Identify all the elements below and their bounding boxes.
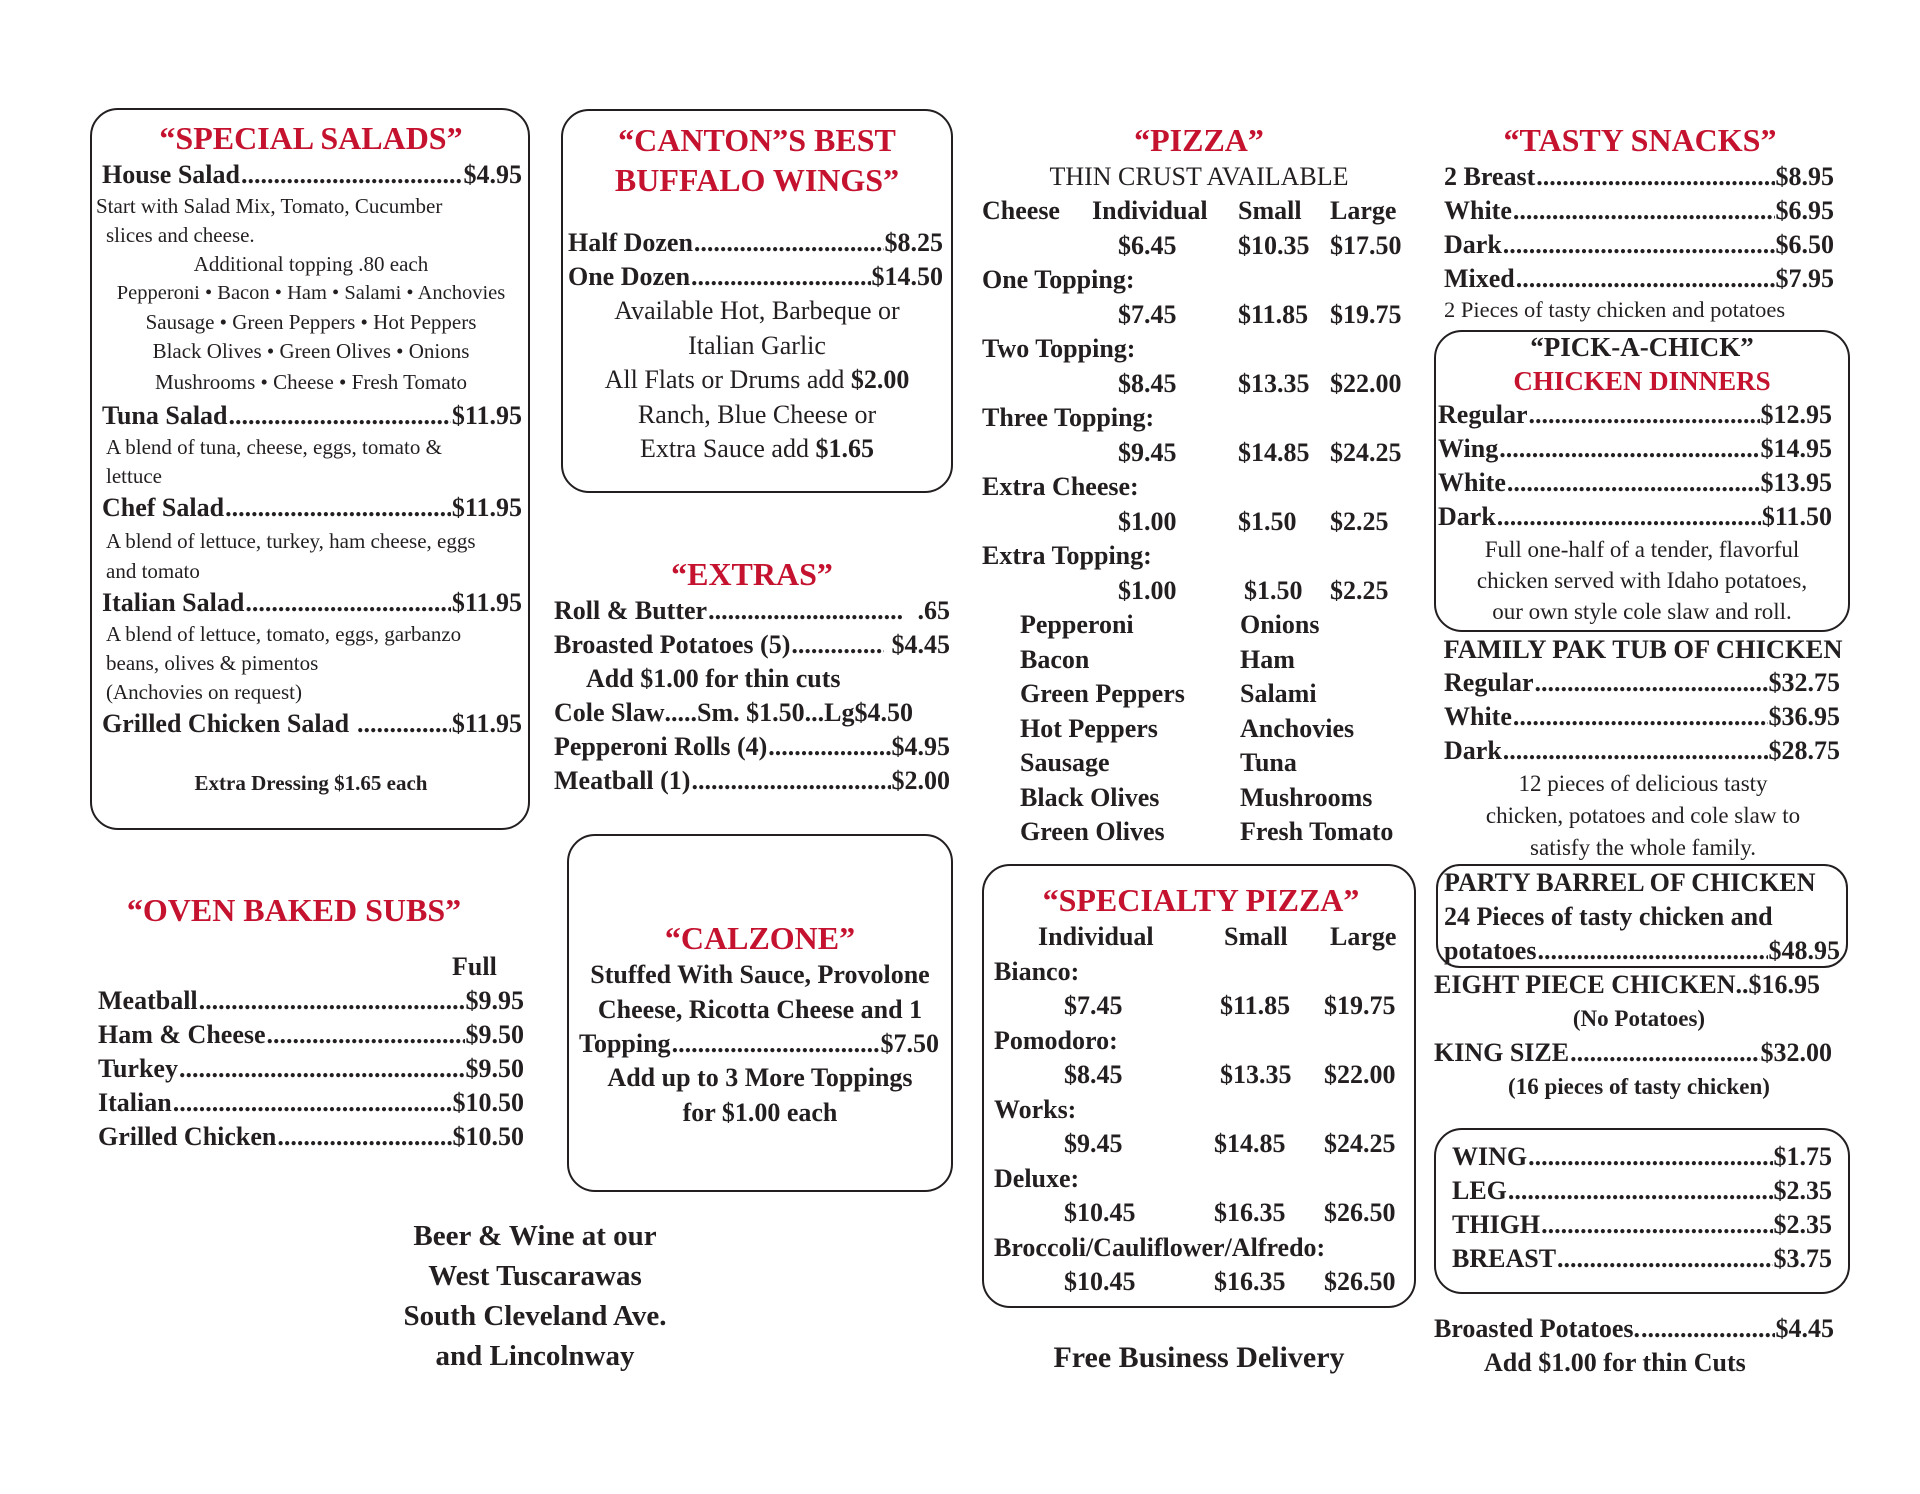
pizza-price: $9.45 [1118, 437, 1177, 467]
calzone-section [571, 918, 949, 1130]
item-price: $3.75 [1773, 1244, 1832, 1273]
family-desc: 12 pieces of delicious tasty [1518, 771, 1768, 796]
pizza-row-name: Three Topping: [982, 403, 1155, 432]
item-price: $48.95 [1768, 936, 1840, 965]
specialty-price: $8.45 [1064, 1060, 1123, 1089]
topping-item: Fresh Tomato [1240, 817, 1394, 846]
chef-salad-desc-2: and tomato [106, 559, 200, 583]
party-barrel-title: PARTY BARREL OF CHICKEN [1444, 868, 1816, 897]
item-name: 2 Breast [1444, 162, 1536, 191]
item-name: Broasted Potatoes (5) [554, 630, 791, 659]
turkey-sub-item [98, 1052, 524, 1086]
pizza-col-small: Small [1238, 196, 1302, 225]
item-name: THIGH [1452, 1210, 1541, 1239]
dinner-item [1438, 466, 1832, 500]
beer-wine-line: West Tuscarawas [428, 1260, 642, 1292]
topping-item: Onions [1240, 610, 1320, 639]
specialty-pizza-section [994, 880, 1408, 1300]
family-pak-section [1436, 632, 1850, 864]
pizza-row-name: Extra Cheese: [982, 472, 1139, 501]
eight-piece-item: EIGHT PIECE CHICKEN .. $16.95 [1434, 968, 1844, 1002]
large-price: Lg$4.50 [824, 698, 913, 727]
specialty-price: $10.45 [1064, 1198, 1136, 1227]
item-name: Regular [1444, 668, 1534, 697]
specialty-price: $14.85 [1214, 1129, 1286, 1158]
pizza-price: $10.35 [1238, 230, 1310, 260]
italian-salad-desc: A blend of lettuce, tomato, eggs, garbanzo [106, 622, 462, 646]
wings-title-line-1: “CANTON”S BEST [618, 122, 896, 158]
specialty-price: $24.25 [1324, 1129, 1396, 1158]
item-name: House Salad [102, 160, 240, 189]
pizza-toppings-list [982, 608, 1416, 850]
extras-title: “EXTRAS” [671, 556, 833, 592]
pizza-price: $14.85 [1238, 437, 1310, 467]
grilled-chicken-sub-item [98, 1120, 524, 1154]
family-desc: satisfy the whole family. [1530, 835, 1756, 860]
party-barrel-price [1444, 934, 1840, 968]
calzone-note: Add up to 3 More Toppings [607, 1063, 913, 1092]
house-salad-desc: Start with Salad Mix, Tomato, Cucumber [96, 194, 443, 218]
item-name: Tuna Salad [102, 401, 228, 430]
item-name: One Dozen [568, 262, 691, 291]
item-price: $10.50 [452, 1088, 524, 1117]
specialty-price: $13.35 [1220, 1060, 1292, 1089]
item-name: EIGHT PIECE CHICKEN [1434, 970, 1736, 999]
item-price: $9.50 [465, 1054, 524, 1083]
toppings-line: Sausage • Green Peppers • Hot Peppers [145, 310, 477, 334]
item-price: $36.95 [1768, 702, 1840, 731]
subs-title: “OVEN BAKED SUBS” [126, 892, 462, 928]
specialty-price: $9.45 [1064, 1129, 1123, 1158]
specialty-col-individual: Individual [1038, 922, 1154, 951]
snack-item [1444, 160, 1834, 194]
calzone-note: for $1.00 each [682, 1097, 838, 1127]
snack-item [1444, 228, 1834, 262]
item-price: $4.95 [891, 732, 950, 761]
chef-salad-item [102, 491, 522, 525]
item-price: $2.35 [1773, 1210, 1832, 1239]
bottom-potatoes-section [1434, 1312, 1834, 1380]
item-name: White [1444, 196, 1512, 225]
item-price: $16.95 [1748, 970, 1820, 999]
small-price: Sm. $1.50 [697, 698, 805, 727]
item-price: $4.45 [891, 630, 950, 659]
italian-sub-item [98, 1086, 524, 1120]
pizza-price-table [982, 194, 1416, 608]
king-size-item [1434, 1036, 1832, 1070]
topping-item: Tuna [1240, 748, 1297, 777]
half-dozen-item [568, 226, 943, 260]
item-price: $14.95 [1760, 434, 1832, 463]
buffalo-wings-section [565, 120, 949, 467]
bottom-thin-cuts-note: Add $1.00 for thin Cuts [1484, 1348, 1746, 1377]
item-name: Dark [1444, 230, 1502, 259]
pizza-price: $19.75 [1330, 299, 1402, 329]
item-name: Dark [1438, 502, 1496, 531]
item-name: Broasted Potatoes. [1434, 1314, 1641, 1343]
toppings-line: Mushrooms • Cheese • Fresh Tomato [154, 370, 468, 394]
family-pak-item [1444, 700, 1840, 734]
italian-salad-desc-3: (Anchovies on request) [106, 680, 302, 704]
specialty-pizza-title: “SPECIALTY PIZZA” [1042, 882, 1360, 918]
specialty-price: $16.35 [1214, 1198, 1286, 1227]
specialty-col-small: Small [1224, 922, 1288, 951]
family-pak-item [1444, 666, 1840, 700]
house-salad-item [102, 158, 522, 192]
topping-item: Anchovies [1240, 713, 1355, 743]
wings-note: Ranch, Blue Cheese or [637, 399, 877, 429]
pizza-price: $22.00 [1330, 368, 1402, 398]
specialty-row-name: Pomodoro: [994, 1025, 1118, 1055]
one-dozen-item [568, 260, 943, 294]
item-price: $7.50 [880, 1029, 939, 1058]
topping-item: Ham [1240, 644, 1295, 674]
specialty-price: $26.50 [1324, 1267, 1396, 1296]
specialty-price-table [994, 920, 1408, 1300]
pizza-price: $13.35 [1238, 368, 1310, 398]
specialty-price: $11.85 [1220, 991, 1291, 1020]
roll-butter-item [554, 594, 950, 628]
item-name: Italian Salad [102, 588, 245, 617]
special-salads-title: “SPECIAL SALADS” [159, 120, 463, 156]
pizza-price: $1.00 [1118, 506, 1177, 536]
pizza-price: $1.50 [1238, 506, 1297, 536]
beer-wine-section [340, 1216, 730, 1376]
specialty-row-name: Broccoli/Cauliflower/Alfredo: [994, 1232, 1326, 1262]
item-name: Roll & Butter [554, 596, 708, 625]
note-price: $1.65 [815, 434, 874, 463]
wings-sauce-note [565, 432, 949, 467]
item-price: $11.95 [451, 588, 522, 617]
broasted-potatoes-item [554, 628, 950, 662]
item-price: $28.75 [1768, 736, 1840, 765]
specialty-col-large: Large [1330, 922, 1397, 951]
calzone-title: “CALZONE” [664, 920, 856, 956]
item-price: $11.95 [451, 401, 522, 430]
pizza-price: $17.50 [1330, 230, 1402, 260]
item-price: $6.50 [1775, 230, 1834, 259]
item-name: Mixed [1444, 264, 1515, 293]
specialty-price: $10.45 [1064, 1267, 1136, 1296]
wings-note: Italian Garlic [688, 330, 826, 360]
note-text: All Flats or Drums add [604, 365, 845, 394]
pizza-price: $8.45 [1118, 368, 1177, 398]
item-name: potatoes [1444, 936, 1537, 965]
specialty-price: $19.75 [1324, 991, 1396, 1020]
pizza-section [982, 120, 1416, 850]
item-name: Grilled Chicken Salad [102, 709, 350, 738]
specialty-row-name: Bianco: [994, 956, 1080, 986]
grilled-chicken-salad-item [102, 707, 522, 741]
item-price: .65 [917, 596, 950, 625]
topping-item: Hot Peppers [1020, 713, 1158, 743]
item-name: Grilled Chicken [98, 1122, 277, 1151]
specialty-price: $7.45 [1064, 991, 1123, 1020]
item-name: Wing [1438, 434, 1499, 463]
pizza-col-large: Large [1330, 196, 1397, 225]
chef-salad-desc: A blend of lettuce, turkey, ham cheese, eggs [106, 529, 476, 553]
chicken-dinners-section [1438, 330, 1846, 627]
item-price: $32.75 [1768, 668, 1840, 697]
item-name: Dark [1444, 736, 1502, 765]
wings-note: Available Hot, Barbeque or [614, 296, 900, 325]
dinners-title-line-2: CHICKEN DINNERS [1513, 366, 1771, 396]
toppings-line: Black Olives • Green Olives • Onions [152, 339, 470, 363]
pizza-price: $6.45 [1118, 230, 1177, 260]
item-price: $8.25 [884, 228, 943, 257]
specialty-price: $16.35 [1214, 1267, 1286, 1296]
pizza-col-individual: Individual [1092, 196, 1208, 225]
item-price: $11.50 [1761, 502, 1832, 531]
eight-king-section [1434, 968, 1844, 1104]
dinner-item [1438, 398, 1832, 432]
tasty-snacks-section [1440, 120, 1840, 324]
king-size-note: (16 pieces of tasty chicken) [1508, 1074, 1770, 1099]
item-name: Pepperoni Rolls (4) [554, 732, 768, 761]
topping-item: Salami [1240, 679, 1317, 708]
item-price: $9.50 [465, 1020, 524, 1049]
item-name: White [1438, 468, 1506, 497]
item-name: Topping [579, 1029, 671, 1058]
item-price: $9.95 [465, 986, 524, 1015]
item-price: $2.35 [1773, 1176, 1832, 1205]
note-price: $2.00 [850, 365, 910, 394]
family-desc: chicken, potatoes and cole slaw to [1485, 803, 1801, 828]
pizza-price: $7.45 [1118, 299, 1177, 329]
beer-wine-line: South Cleveland Ave. [403, 1300, 667, 1332]
pizza-price: $1.00 [1118, 575, 1177, 605]
specialty-row-name: Deluxe: [994, 1163, 1080, 1193]
pizza-row-name: Cheese [982, 196, 1060, 225]
snacks-note: 2 Pieces of tasty chicken and potatoes [1444, 297, 1786, 322]
tuna-salad-desc: A blend of tuna, cheese, eggs, tomato & [106, 435, 442, 459]
piece-item [1452, 1174, 1832, 1208]
item-price: $11.95 [451, 709, 522, 738]
item-name: BREAST [1452, 1244, 1557, 1273]
topping-item: Green Olives [1020, 817, 1165, 846]
item-name: Turkey [98, 1054, 178, 1083]
item-price: $32.00 [1760, 1038, 1832, 1067]
note-text: Extra Sauce add [640, 434, 809, 463]
wings-title-line-2: BUFFALO WINGS” [614, 162, 900, 198]
item-price: $10.50 [452, 1122, 524, 1151]
dinner-item [1438, 432, 1832, 466]
oven-baked-subs-section [98, 890, 530, 1154]
topping-item: Green Peppers [1020, 679, 1185, 708]
item-price: $7.95 [1775, 264, 1834, 293]
beer-wine-line: and Lincolnway [435, 1340, 635, 1372]
item-price: $2.00 [891, 766, 950, 795]
topping-item: Mushrooms [1240, 782, 1373, 812]
pizza-price: $2.25 [1330, 506, 1389, 536]
item-name: Regular [1438, 400, 1528, 429]
item-name: KING SIZE [1434, 1038, 1570, 1067]
item-name: White [1444, 702, 1512, 731]
topping-item: Bacon [1020, 644, 1090, 674]
item-price: $12.95 [1760, 400, 1832, 429]
eight-piece-note: (No Potatoes) [1572, 1006, 1706, 1031]
topping-item: Sausage [1020, 748, 1110, 777]
calzone-desc: Cheese, Ricotta Cheese and 1 [597, 994, 923, 1024]
calzone-desc: Stuffed With Sauce, Provolone [590, 960, 930, 989]
subs-full-header: Full [452, 952, 497, 981]
item-price: $4.45 [1775, 1314, 1834, 1343]
dinners-desc: Full one-half of a tender, flavorful [1484, 537, 1800, 562]
item-name: Italian [98, 1088, 172, 1117]
house-salad-desc-2: slices and cheese. [106, 223, 255, 247]
item-name: Meatball (1) [554, 766, 691, 795]
item-price: $4.95 [463, 160, 522, 189]
pizza-price: $11.85 [1238, 299, 1309, 329]
specialty-price: $22.00 [1324, 1060, 1396, 1089]
party-barrel-section [1444, 866, 1840, 968]
topping-item: Pepperoni [1020, 610, 1134, 639]
cole-slaw-item: Cole Slaw ..... Sm. $1.50 ... Lg$4.50 [554, 696, 950, 730]
item-price: $6.95 [1775, 196, 1834, 225]
specialty-row-name: Works: [994, 1094, 1077, 1124]
piece-item [1452, 1208, 1832, 1242]
dinners-desc: our own style cole slaw and roll. [1492, 599, 1792, 624]
dinners-desc: chicken served with Idaho potatoes, [1476, 568, 1808, 593]
family-pak-title: FAMILY PAK TUB OF CHICKEN [1443, 634, 1843, 664]
meatball-sub-item [98, 984, 524, 1018]
extras-section [554, 554, 950, 798]
item-price: $11.95 [451, 493, 522, 522]
calzone-topping-price [579, 1027, 939, 1061]
wings-flats-note [565, 363, 949, 398]
pizza-row-name: One Topping: [982, 265, 1135, 294]
item-name: LEG [1452, 1176, 1507, 1205]
dinner-item [1438, 500, 1832, 534]
family-pak-item [1444, 734, 1840, 768]
specialty-price: $26.50 [1324, 1198, 1396, 1227]
pizza-row-name: Two Topping: [982, 334, 1136, 363]
pizza-price: $24.25 [1330, 437, 1402, 467]
thin-cuts-note: Add $1.00 for thin cuts [586, 664, 841, 693]
item-name: Half Dozen [568, 228, 693, 257]
snack-item [1444, 262, 1834, 296]
pizza-title: “PIZZA” [1134, 122, 1264, 158]
beer-wine-line: Beer & Wine at our [413, 1220, 657, 1252]
italian-salad-desc-2: beans, olives & pimentos [106, 651, 319, 675]
item-price: $14.50 [871, 262, 943, 291]
item-name: Meatball [98, 986, 198, 1015]
pizza-row-name: Extra Topping: [982, 541, 1152, 570]
thin-crust-note: THIN CRUST AVAILABLE [1049, 162, 1349, 191]
pepperoni-rolls-item [554, 730, 950, 764]
free-business-delivery: Free Business Delivery [1053, 1341, 1345, 1374]
chicken-pieces-section [1452, 1140, 1832, 1276]
extra-dressing-note: Extra Dressing $1.65 each [194, 771, 428, 795]
special-salads-section [94, 118, 528, 796]
party-barrel-desc: 24 Pieces of tasty chicken and [1444, 902, 1773, 931]
item-price: $13.95 [1760, 468, 1832, 497]
item-name: Ham & Cheese [98, 1020, 266, 1049]
tasty-snacks-title: “TASTY SNACKS” [1503, 122, 1777, 158]
piece-item [1452, 1140, 1832, 1174]
item-price: $8.95 [1775, 162, 1834, 191]
dinners-title-line-1: “PICK-A-CHICK” [1530, 332, 1754, 362]
toppings-note: Additional topping .80 each [193, 252, 429, 276]
piece-item [1452, 1242, 1832, 1276]
item-price: $1.75 [1773, 1142, 1832, 1171]
ham-cheese-sub-item [98, 1018, 524, 1052]
item-name: WING [1452, 1142, 1528, 1171]
topping-item: Black Olives [1020, 782, 1160, 812]
tuna-salad-item [102, 399, 522, 433]
meatball-extra-item [554, 764, 950, 798]
toppings-line: Pepperoni • Bacon • Ham • Salami • Anchovies [116, 282, 506, 304]
pizza-price: $1.50 [1244, 575, 1303, 605]
item-name: Cole Slaw [554, 698, 665, 727]
pizza-price: $2.25 [1330, 575, 1389, 605]
tuna-salad-desc-2: lettuce [106, 464, 162, 488]
snack-item [1444, 194, 1834, 228]
italian-salad-item [102, 586, 522, 620]
broasted-potatoes-bottom-item [1434, 1312, 1834, 1346]
item-name: Chef Salad [102, 493, 225, 522]
